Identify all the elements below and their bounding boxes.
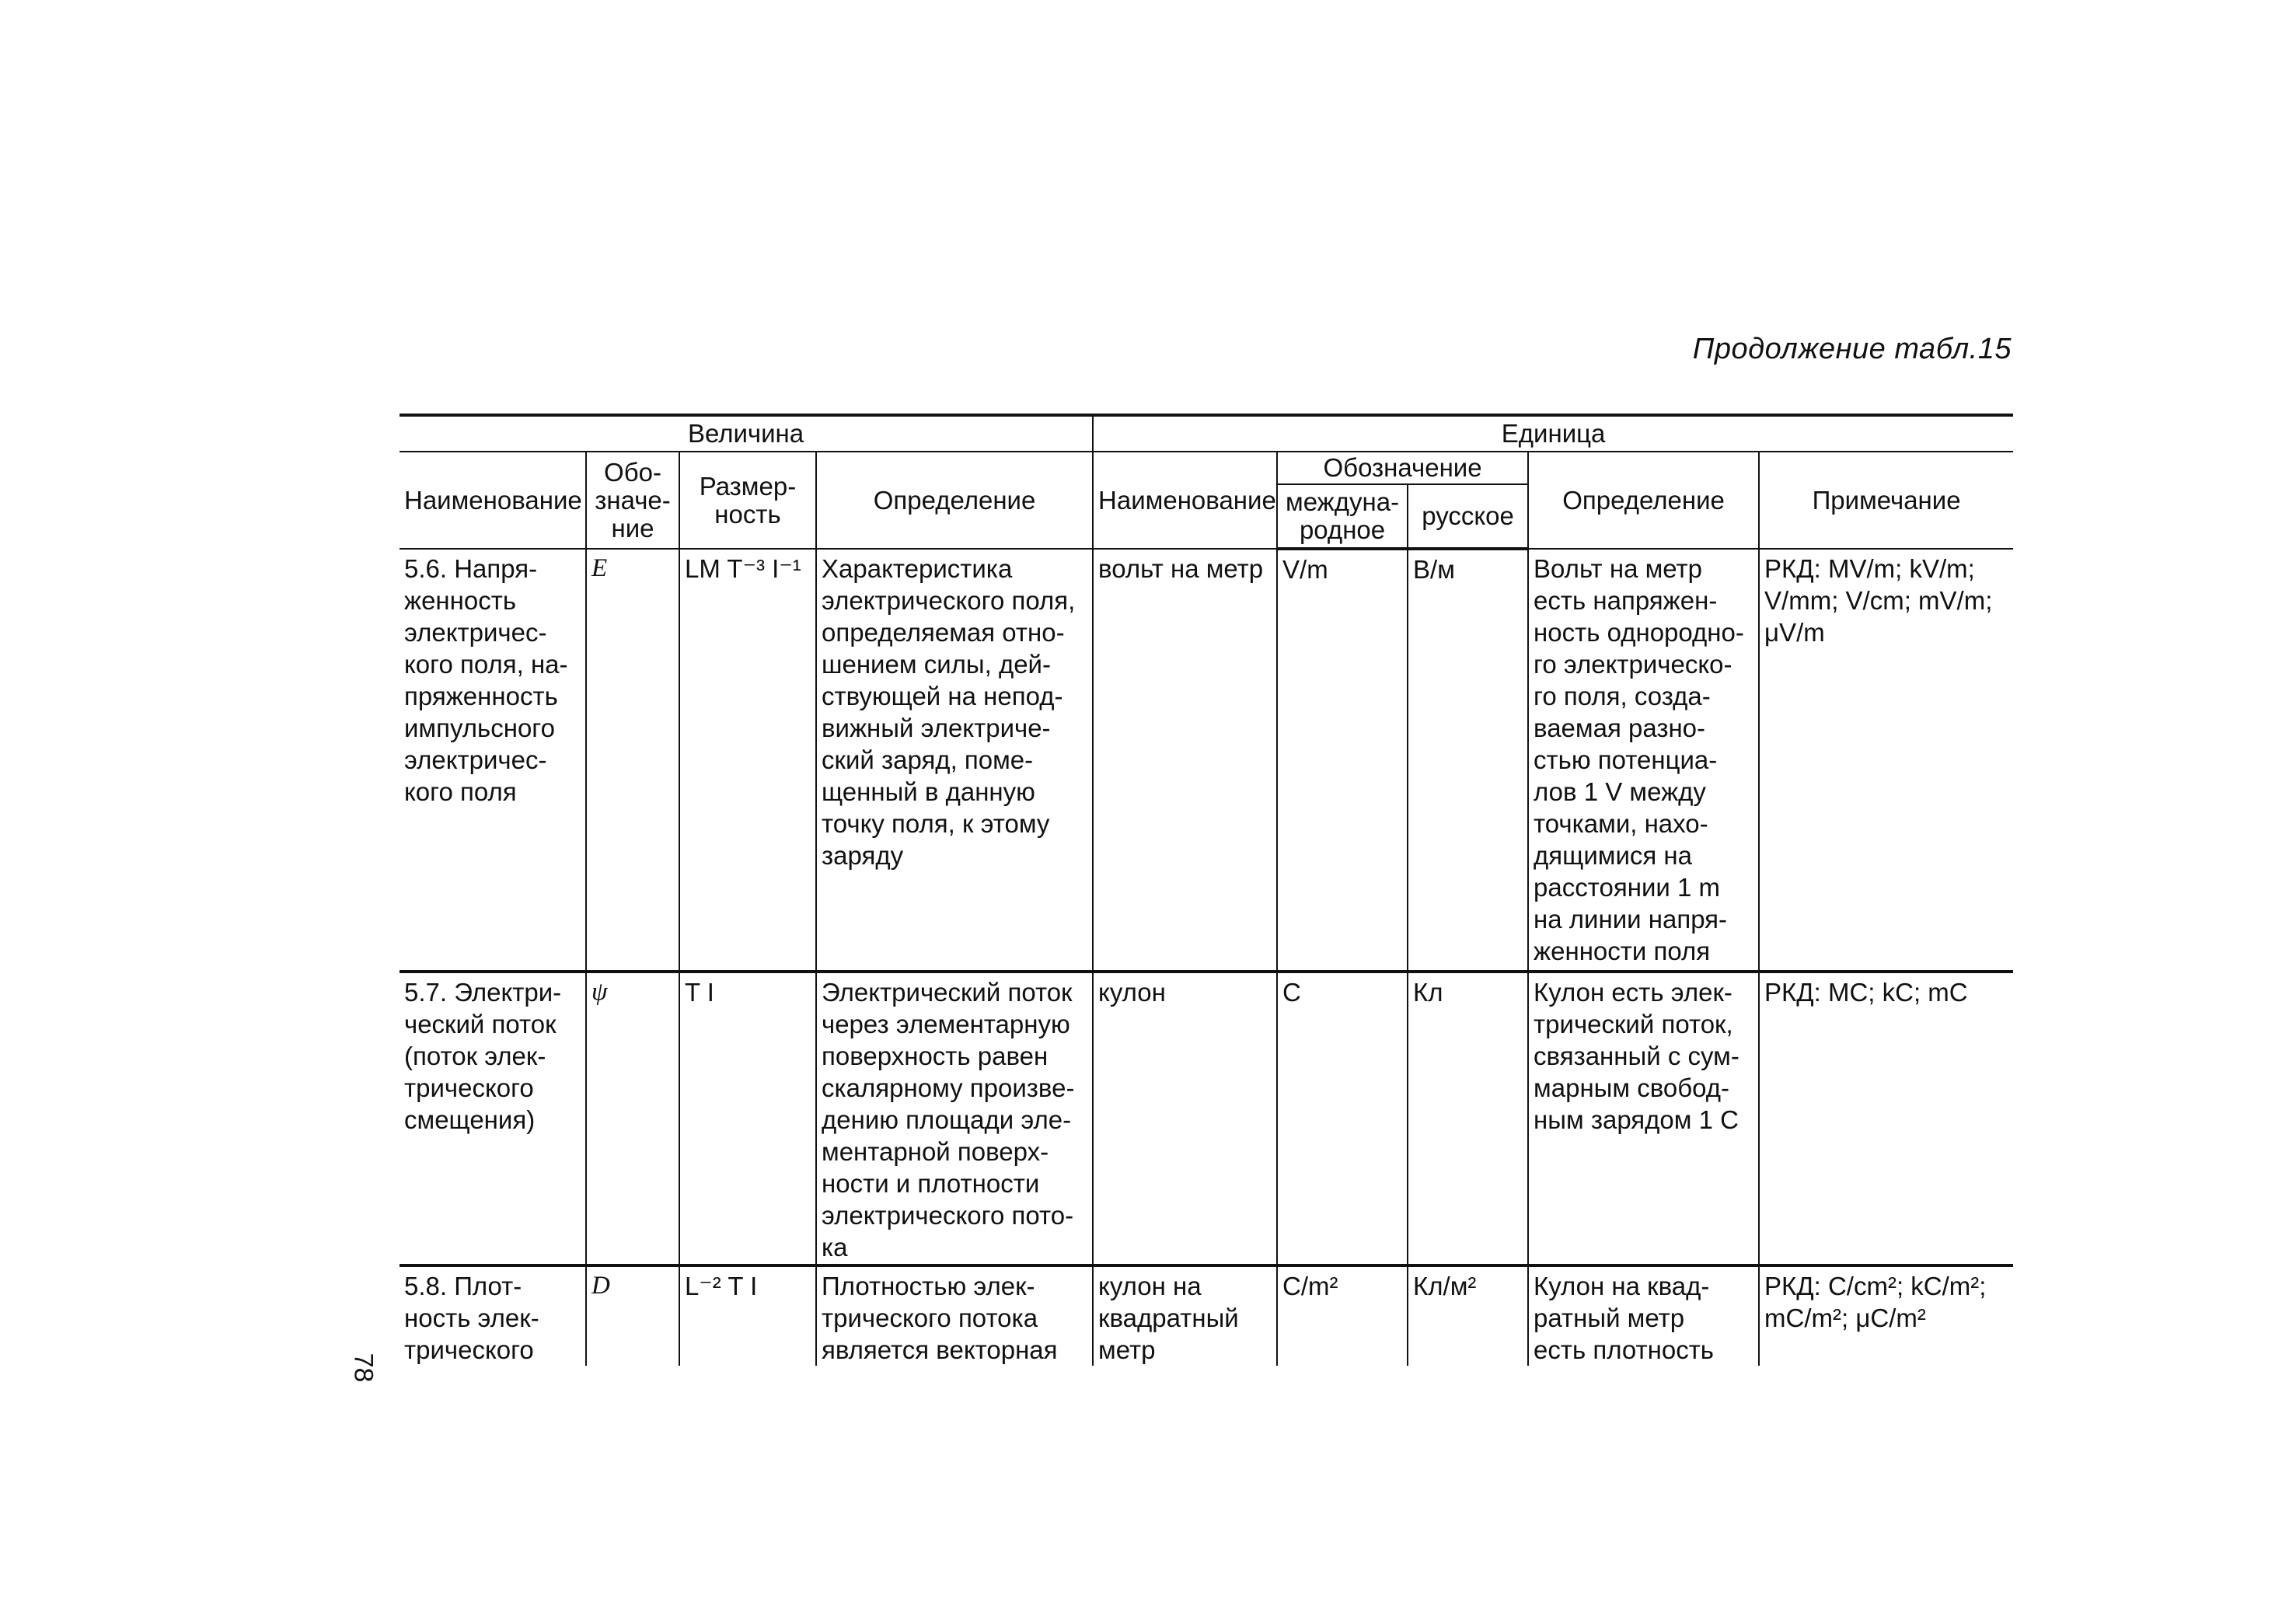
header-unit-designation: Обозначение [1277, 452, 1528, 484]
unit-definition-cell: Кулон на квад- ратный метр есть плотность [1528, 1265, 1759, 1366]
quantity-symbol-cell: E [586, 549, 679, 972]
unit-note-cell: РКД: MV/m; kV/m; V/mm; V/cm; mV/m; μV/m [1759, 549, 2013, 972]
unit-name-cell: кулон на квадратный метр [1093, 1265, 1277, 1366]
unit-international-cell: C [1277, 972, 1408, 1265]
unit-definition-cell: Кулон есть элек- трический поток, связанный с сум- марным свобод- ным зарядом 1 С [1528, 972, 1759, 1265]
header-quantity-name: Наименование [400, 452, 586, 549]
unit-name-cell: кулон [1093, 972, 1277, 1265]
quantity-symbol-cell: ψ [586, 972, 679, 1265]
header-international: междуна- родное [1277, 484, 1408, 549]
header-unit-group: Единица [1093, 415, 2013, 452]
header-unit-definition: Определение [1528, 452, 1759, 549]
table-row [400, 549, 2013, 972]
header-quantity-definition: Определение [816, 452, 1093, 549]
header-quantity-dimension: Размер- ность [679, 452, 816, 549]
header-unit-name: Наименование [1093, 452, 1277, 549]
quantity-dimension-cell: T I [679, 972, 816, 1265]
unit-russian-cell: В/м [1408, 549, 1528, 972]
quantity-dimension-cell: LM T⁻³ I⁻¹ [679, 549, 816, 972]
quantity-name-cell: 5.8. Плот- ность элек- трического [400, 1265, 586, 1366]
header-group-row [400, 415, 2013, 452]
quantity-name-cell: 5.7. Электри- ческий поток (поток элек- трического смещения) [400, 972, 586, 1265]
quantity-definition-cell: Электрический поток через элементарную поверхность равен скалярному произве- дению площади эле- ментарной поверх- ности и плотности электрического пото- ка [816, 972, 1093, 1265]
table-caption: Продолжение табл.15 [1692, 333, 2012, 365]
quantity-name-cell: 5.6. Напря- женность электричес- кого поля, на- пряженность импульсного электричес- кого поля [400, 549, 586, 972]
units-table [400, 414, 2013, 1366]
table-container [400, 414, 2013, 1370]
header-sub-row [400, 452, 2013, 484]
header-quantity-group: Величина [400, 415, 1093, 452]
header-unit-note: Примечание [1759, 452, 2013, 549]
unit-definition-cell: Вольт на метр есть напряжен- ность однородно- го электрическо- го поля, созда- ваемая разно- стью потенциа- лов 1 V между точками, нахо- дящимися на расстоянии 1 m на линии напря- женности поля [1528, 549, 1759, 972]
unit-russian-cell: Кл/м² [1408, 1265, 1528, 1366]
unit-russian-cell: Кл [1408, 972, 1528, 1265]
header-quantity-symbol: Обо- значе- ние [586, 452, 679, 549]
quantity-definition-cell: Характеристика электрического поля, определяемая отно- шением силы, дей- ствующей на непод- вижный электриче- ский заряд, поме- щенный в данную точку поля, к этому заряду [816, 549, 1093, 972]
quantity-dimension-cell: L⁻² T I [679, 1265, 816, 1366]
quantity-symbol-cell: D [586, 1265, 679, 1366]
unit-name-cell: вольт на метр [1093, 549, 1277, 972]
unit-note-cell: РКД: MC; kC; mC [1759, 972, 2013, 1265]
table-row [400, 1265, 2013, 1366]
header-russian: русское [1408, 484, 1528, 549]
table-row [400, 972, 2013, 1265]
unit-international-cell: C/m² [1277, 1265, 1408, 1366]
unit-note-cell: РКД: C/cm²; kC/m²; mC/m²; μC/m² [1759, 1265, 2013, 1366]
unit-international-cell: V/m [1277, 549, 1408, 972]
quantity-definition-cell: Плотностью элек- трического потока является векторная [816, 1265, 1093, 1366]
page-number: 78 [348, 1352, 379, 1383]
